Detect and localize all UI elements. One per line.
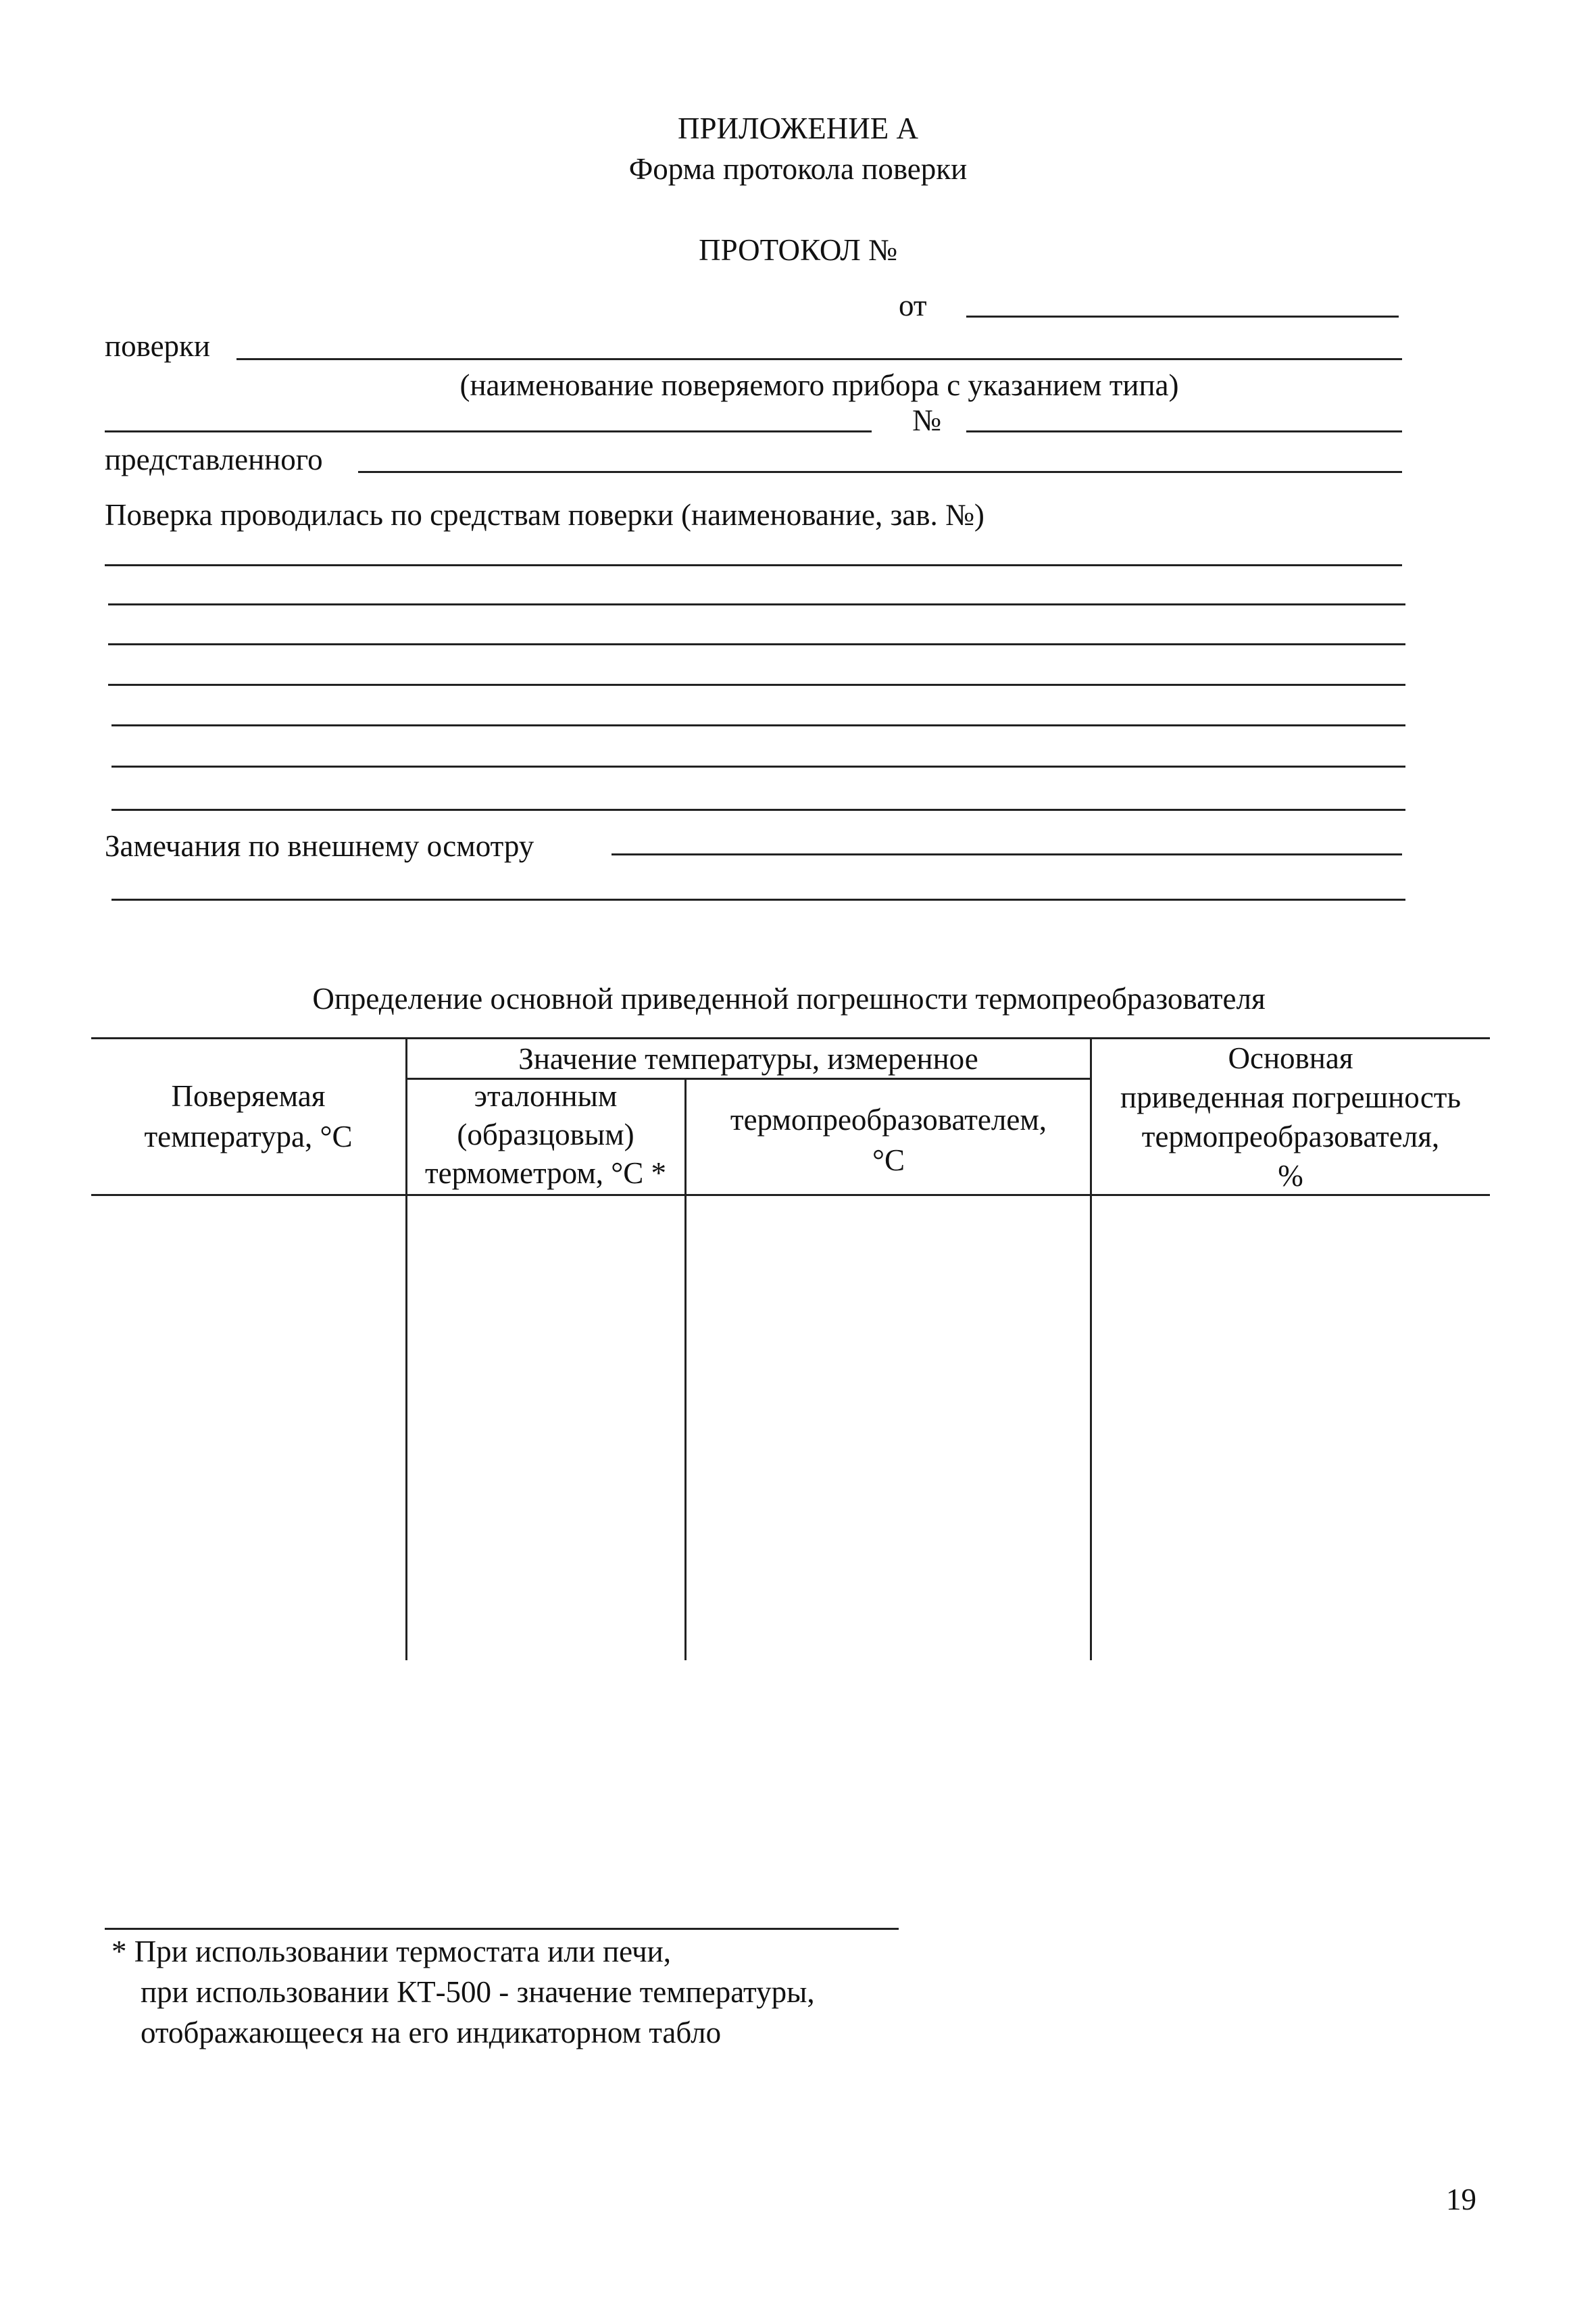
header-line: термометром, °С * [424,1156,667,1190]
col-verified-temperature-header [91,1076,405,1157]
col-reduced-error-header [1091,1039,1490,1195]
device-number-line[interactable] [966,430,1402,432]
remarks-line[interactable] [612,853,1402,855]
footnote-line: при использовании КТ-500 - значение температуры, [141,1975,815,2009]
remarks-line[interactable] [111,899,1405,901]
header-line: (образцовым) [457,1118,634,1151]
date-label: от [899,289,927,322]
group-header-measured-temperature: Значение температуры, измеренное [518,1042,978,1076]
header-line: Основная [1228,1041,1353,1075]
table-caption: Определение основной приведенной погрешности термопреобразователя [312,982,1266,1016]
submitted-label: представленного [105,443,323,476]
device-caption: (наименование поверяемого прибора с указанием типа) [459,368,1179,402]
device-name-line[interactable] [236,358,1402,360]
date-field-line[interactable] [966,316,1399,318]
verification-label: поверки [105,329,210,363]
header-line: °С [872,1143,905,1177]
number-label: № [912,403,941,437]
instruments-line[interactable] [111,809,1405,811]
page-number: 19 [1446,2183,1476,2216]
header-line: термопреобразователем, [730,1103,1047,1137]
appendix-title: ПРИЛОЖЕНИЕ А [678,111,918,145]
header-line: термопреобразователя, [1141,1120,1440,1153]
remarks-label: Замечания по внешнему осмотру [105,829,534,863]
instruments-line[interactable] [108,603,1405,605]
footnote-line: отображающееся на его индикаторном табло [141,2016,722,2049]
instruments-label: Поверка проводилась по средствам поверки (наименование, зав. №) [105,498,984,532]
col-reference-thermometer-header [405,1077,686,1193]
appendix-subtitle: Форма протокола поверки [628,152,968,186]
header-line: температура, °С [144,1120,353,1153]
instruments-line[interactable] [105,564,1402,566]
instruments-line[interactable] [111,766,1405,768]
header-line: % [1278,1159,1303,1193]
submitted-by-line[interactable] [358,471,1402,473]
header-line: эталонным [474,1079,618,1113]
col-thermoconverter-header [686,1099,1091,1180]
header-line: приведенная погрешность [1120,1080,1461,1114]
instruments-line[interactable] [108,643,1405,645]
protocol-title: ПРОТОКОЛ № [699,233,897,267]
header-line: Поверяемая [171,1079,326,1113]
footnote-rule [105,1928,899,1930]
footnote-line: * При использовании термостата или печи, [111,1935,671,1968]
instruments-line[interactable] [111,724,1405,726]
instruments-line[interactable] [108,684,1405,686]
device-type-line[interactable] [105,430,872,432]
